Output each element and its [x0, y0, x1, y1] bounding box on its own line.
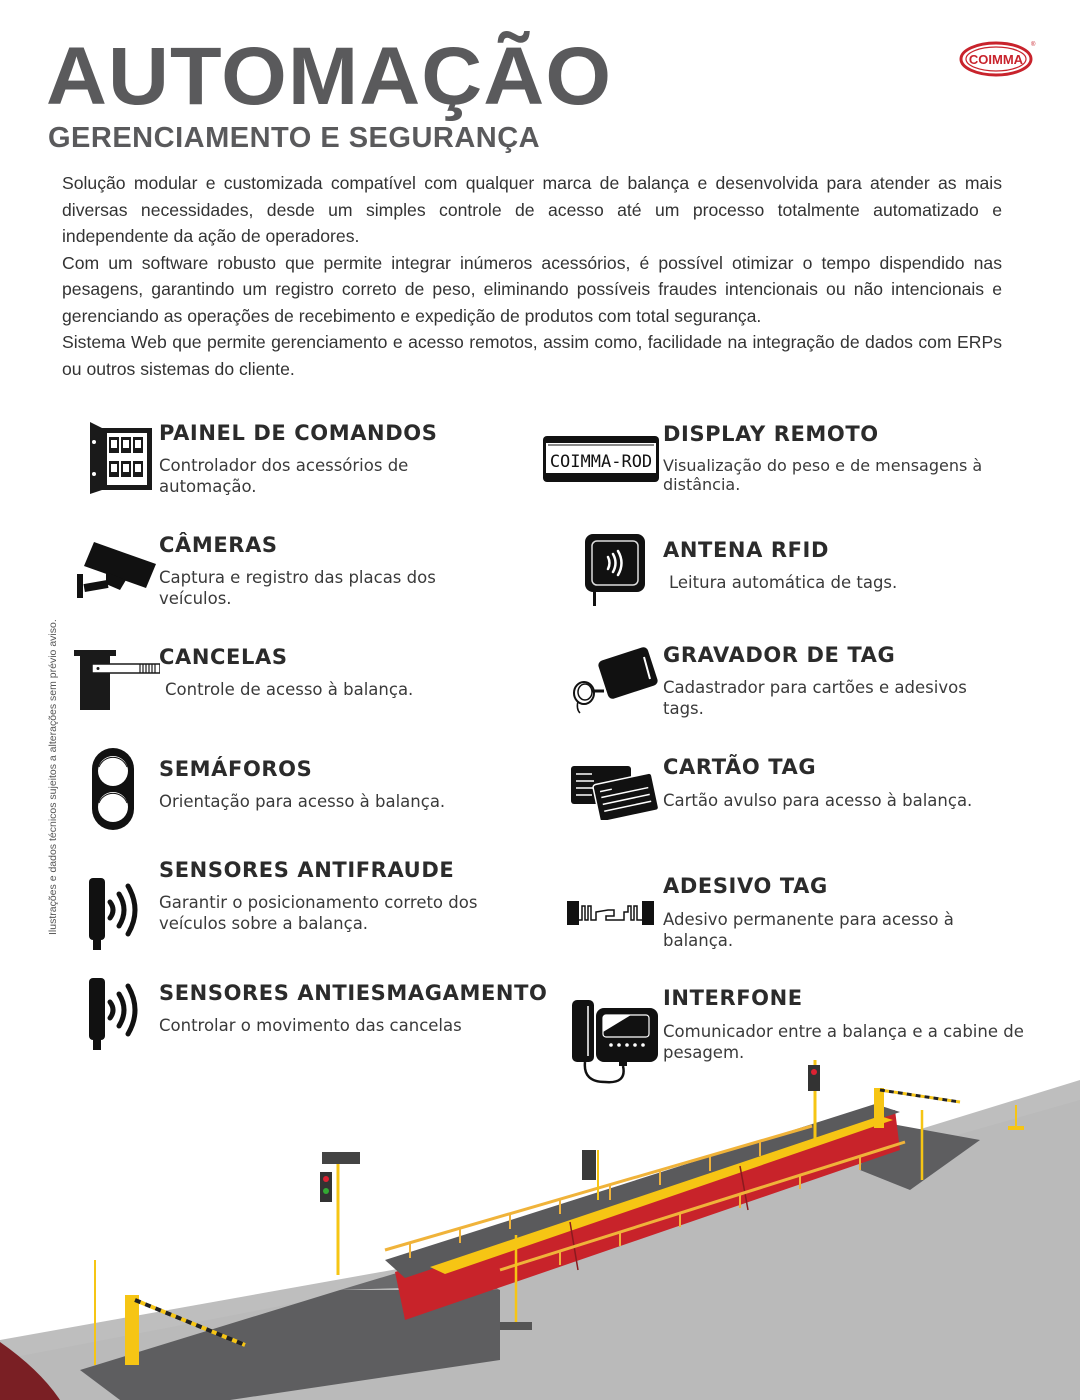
- logo-registered: ®: [1031, 42, 1036, 48]
- tag-writer-icon: [572, 645, 662, 721]
- feature-description: Controlar o movimento das cancelas: [159, 1016, 462, 1035]
- sensor-icon: [88, 876, 144, 956]
- feature-description: Cartão avulso para acesso à balança.: [663, 791, 973, 810]
- feature-description: Garantir o posicionamento correto dos veículos sobre a balança.: [159, 893, 478, 933]
- intro-paragraph: Com um software robusto que permite integrar inúmeros acessórios, é possível otimizar o tempo dispendido nas pesagens, garantindo um registro correto de peso, eliminando possíveis fraudes intencionais ou não intencionais e gerenciando as operações de recebimento e expedição de produtos com total segurança.: [62, 252, 1002, 326]
- display-text: COIMMA-ROD: [549, 452, 653, 472]
- remote-display-icon: [542, 435, 660, 487]
- feature-description: Captura e registro das placas dos veículos.: [159, 568, 436, 608]
- feature-description: Orientação para acesso à balança.: [159, 792, 446, 811]
- feature-title: ANTENA RFID: [663, 538, 829, 562]
- control-panel-icon: [88, 420, 154, 498]
- feature-title: CÂMERAS: [159, 533, 278, 557]
- page-title: AUTOMAÇÃO: [46, 31, 613, 122]
- barrier-right: [874, 1088, 884, 1128]
- tag-sticker-icon: [566, 900, 656, 930]
- feature-title: GRAVADOR DE TAG: [663, 643, 896, 667]
- feature-description: Cadastrador para cartões e adesivos tags.: [663, 678, 967, 718]
- feature-description: Adesivo permanente para acesso à balança.: [663, 910, 954, 950]
- feature-title: CANCELAS: [159, 645, 288, 669]
- feature-title: ADESIVO TAG: [663, 874, 828, 898]
- remote-display-panel: [582, 1150, 596, 1180]
- intro-text: [62, 170, 1002, 382]
- feature-description: Controlador dos acessórios de automação.: [159, 456, 409, 496]
- feature-title: PAINEL DE COMANDOS: [159, 421, 438, 445]
- feature-title: SEMÁFOROS: [159, 757, 313, 781]
- intro-paragraph: Sistema Web que permite gerenciamento e acesso remotos, assim como, facilidade na integração de dados com ERPs ou outros sistemas do cliente.: [62, 332, 1002, 379]
- feature-title: DISPLAY REMOTO: [663, 422, 879, 446]
- page-subtitle: GERENCIAMENTO E SEGURANÇA: [48, 122, 541, 154]
- feature-title: INTERFONE: [663, 986, 803, 1010]
- coimma-logo: [958, 38, 1036, 78]
- feature-description: Comunicador entre a balança e a cabine de pesagem.: [663, 1022, 1024, 1062]
- disclaimer-note: Ilustrações e dados técnicos sujeitos a alterações sem prévio aviso.: [47, 619, 59, 935]
- truck-scale-illustration: [0, 1060, 1080, 1400]
- traffic-light-icon: [91, 747, 135, 835]
- tag-card-icon: [570, 762, 660, 824]
- traffic-light-pole-light: [322, 1152, 360, 1164]
- feature-description: Leitura automática de tags.: [669, 573, 898, 592]
- feature-title: SENSORES ANTIESMAGAMENTO: [159, 981, 548, 1005]
- feature-title: CARTÃO TAG: [663, 755, 817, 779]
- sensor-icon: [88, 976, 144, 1056]
- feature-title: SENSORES ANTIFRAUDE: [159, 858, 455, 882]
- barrier-gate-icon: [74, 650, 160, 716]
- feature-description: Visualização do peso e de mensagens à distância.: [663, 456, 983, 494]
- rfid-antenna-icon: [584, 533, 646, 611]
- logo-text: COIMMA: [968, 52, 1024, 67]
- intro-paragraph: Solução modular e customizada compatível com qualquer marca de balança e desenvolvida para atender as mais diversas necessidades, desde um simples controle de acesso até um processo totalmente automatizado e independente da ação de operadores.: [62, 173, 1002, 246]
- barrier-left: [125, 1295, 139, 1365]
- feature-description: Controle de acesso à balança.: [165, 680, 414, 699]
- camera-icon: [76, 538, 158, 604]
